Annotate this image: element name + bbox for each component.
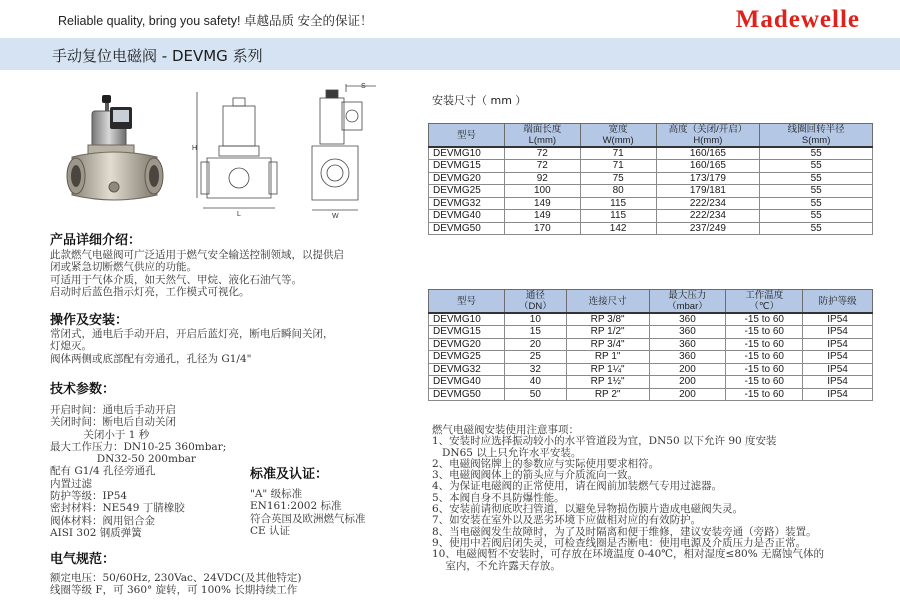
table-row: DEVMG10 72 71 160/165 55 — [429, 147, 873, 160]
table-row: DEVMG25 25 RP 1" 360 -15 to 60 IP54 — [429, 351, 873, 364]
front-view-drawing — [192, 80, 285, 220]
page-title: 手动复位电磁阀 - DEVMG 系列 — [52, 47, 263, 65]
table-row: DEVMG15 72 71 160/165 55 — [429, 160, 873, 173]
dim-label-s: S — [361, 83, 366, 90]
col-header: 端面长度 L(mm) — [504, 124, 580, 148]
col-header: 最大压力 （mbar） — [649, 290, 726, 314]
product-heading: 产品详细介绍： — [50, 233, 142, 248]
electrical-heading: 电气规范： — [50, 552, 116, 567]
product-text: 此款燃气电磁阀可广泛适用于燃气安全输送控制领域，以提供启 闭或紧急切断燃气供应的功能。 可适用于气体介质，如天然气、甲烷、液化石油气等。 启动时后蓝色指示灯亮，工作模式可视化。 — [50, 249, 344, 298]
standards-heading: 标准及认证： — [250, 467, 329, 482]
col-header: 防护等级 — [803, 290, 873, 314]
table-row: DEVMG50 50 RP 2" 200 -15 to 60 IP54 — [429, 388, 873, 401]
top-header — [0, 0, 900, 38]
electrical-text: 额定电压：50/60Hz, 230Vac、24VDC(及其他特定) 线圈等级 F，可 360° 旋转，可 100% 长期持续工作 — [50, 572, 302, 597]
table-row: DEVMG40 149 115 222/234 55 — [429, 210, 873, 223]
slogan: Reliable quality, bring you safety! 卓越品质 安全的保证！ — [58, 14, 373, 28]
table-row: DEVMG20 20 RP 3/4" 360 -15 to 60 IP54 — [429, 338, 873, 351]
col-header: 连接尺寸 — [566, 290, 649, 314]
dim-label-h: H — [192, 145, 198, 152]
side-view-drawing — [298, 80, 388, 220]
dimensions-caption: 安装尺寸（ mm ） — [432, 94, 527, 107]
dim-label-l: L — [237, 211, 241, 218]
operation-heading: 操作及安装： — [50, 313, 129, 328]
specifications-table — [428, 289, 873, 401]
table-row: DEVMG50 170 142 237/249 55 — [429, 222, 873, 235]
tech-text: 开启时间：通电后手动开启 关闭时间：断电后自动关闭 关闭小于 1 秒 最大工作压力：DN10-25 360mbar; DN32-50 200mbar 配有 G1/4 孔径旁通孔 内置过滤 防护等级：IP54 密封材料：NE549 丁腈橡胶 阀体材料：阀用铝合金 AISI 302 钢质弹簧 — [50, 404, 227, 539]
dim-label-w: W — [332, 213, 339, 220]
table-row: DEVMG20 92 75 173/179 55 — [429, 172, 873, 185]
table-row: DEVMG32 32 RP 1¼" 200 -15 to 60 IP54 — [429, 363, 873, 376]
dimensions-table — [428, 123, 873, 235]
col-header: 宽度 W(mm) — [580, 124, 656, 148]
table-header-row — [429, 124, 873, 148]
table-row: DEVMG25 100 80 179/181 55 — [429, 185, 873, 198]
col-header: 线圈回转半径 S(mm) — [760, 124, 873, 148]
table-row: DEVMG10 10 RP 3/8" 360 -15 to 60 IP54 — [429, 313, 873, 326]
table-header-row — [429, 290, 873, 314]
standards-text: "A" 级标准 EN161:2002 标准 符合英国及欧洲燃气标准 CE 认证 — [250, 488, 366, 537]
table-row: DEVMG32 149 115 222/234 55 — [429, 197, 873, 210]
table-row: DEVMG40 40 RP 1½" 200 -15 to 60 IP54 — [429, 376, 873, 389]
operation-text: 常闭式，通电后手动开启，开启后蓝灯亮，断电后瞬间关闭， 灯熄灭。 阀体两侧或底部配有旁通孔，孔径为 G1/4" — [50, 328, 334, 365]
col-header: 型号 — [429, 124, 505, 148]
col-header: 工作温度 （℃） — [726, 290, 803, 314]
col-header: 高度（关闭/开启） H(mm) — [656, 124, 760, 148]
col-header: 型号 — [429, 290, 505, 314]
tech-heading: 技术参数： — [50, 382, 116, 397]
brand-logo: Madewelle — [735, 6, 860, 33]
product-photo — [62, 95, 167, 210]
installation-notes: 燃气电磁阀安装使用注意事项： 1、安装时应选择振动较小的水平管道段为宜，DN50 以下允许 90 度安装 DN65 以上只允许水平安装。 2、电磁阀铭牌上的参数应与实际使用要求相符。 3、电磁阀阀体上的箭头应与介质流向一致。 4、为保证电磁阀的正常使用，请在阀前加装燃气专用过滤器。 5、本阀自身不具防爆性能。 6、安装前请彻底吹扫管道，以避免异物损伤膜片造成电磁阀失灵。 7、如安装在室外以及恶劣环境下应做相对应的有效防护。 8、当电磁阀发生故障时，为了及时隔离和便于维修，建议安装旁通（旁路）装置。 9、使用中若阀启闭失灵，可检查线圈是否断电：使用电源及介质压力是否正常。 10、电磁阀暂不安装时，可存放在环境温度 0-40℃，相对湿度≤80% 无腐蚀气体的 室内，不允许露天存放。 — [432, 424, 825, 572]
col-header: 通径 （DN） — [504, 290, 566, 314]
table-row: DEVMG15 15 RP 1/2" 360 -15 to 60 IP54 — [429, 326, 873, 339]
